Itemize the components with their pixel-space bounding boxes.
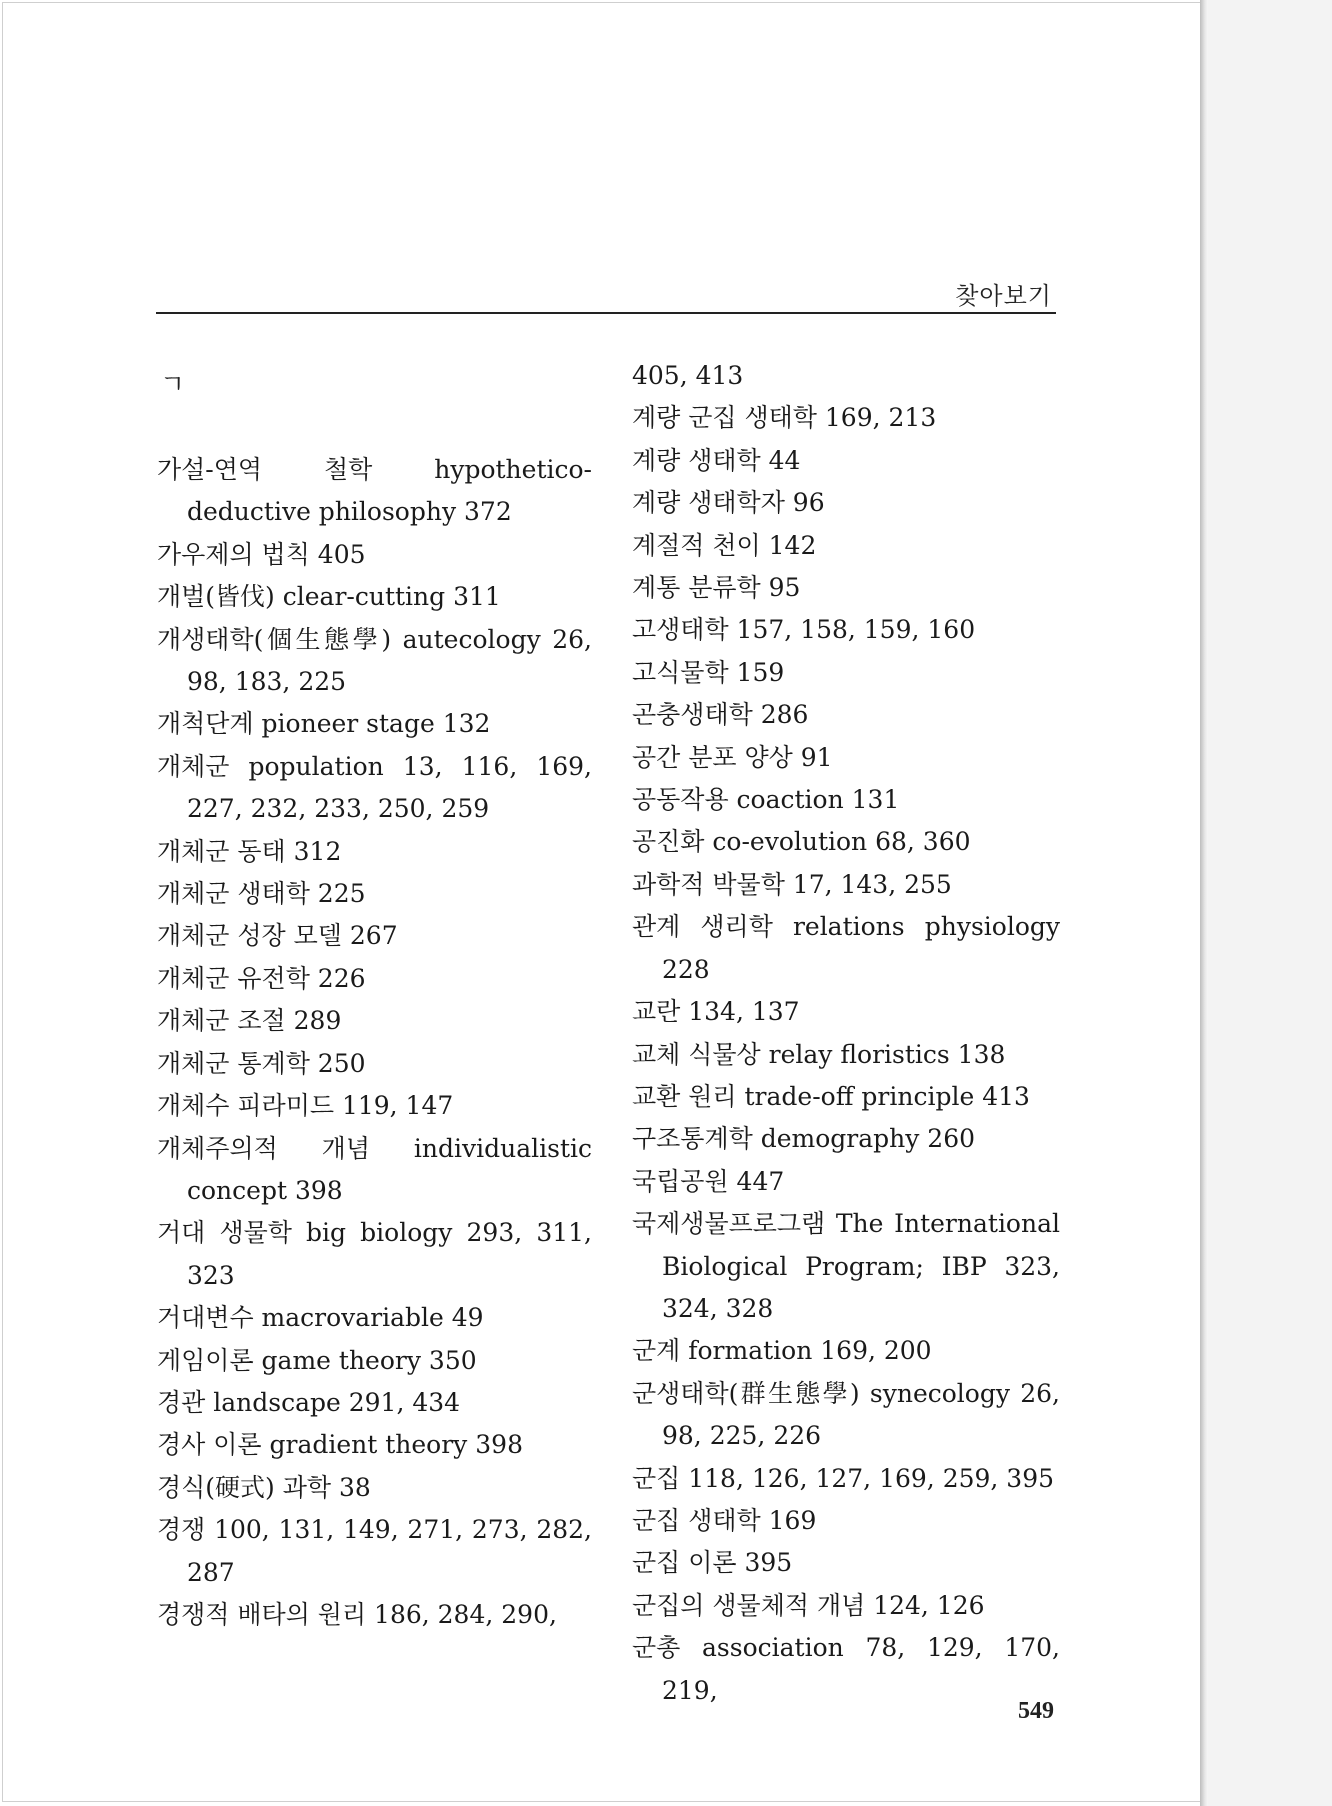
index-entry: 개체군 유전학 226: [157, 963, 366, 993]
index-entry: 과학적 박물학 17, 143, 255: [632, 869, 952, 899]
index-entry: 게임이론 game theory 350: [157, 1345, 477, 1375]
index-entry: 개체군 조절 289: [157, 1006, 342, 1036]
index-entry: 공간 분포 양상 91: [632, 742, 833, 772]
index-entry: 군총 association 78, 129, 170, 219,: [632, 1633, 1060, 1705]
index-entry: 계통 분류학 95: [632, 573, 801, 603]
index-entry: 교체 식물상 relay floristics 138: [632, 1039, 1006, 1069]
page-edge-shadow: [1200, 0, 1208, 1806]
index-entry: 교환 원리 trade-off principle 413: [632, 1081, 1030, 1111]
index-entry: 고식물학 159: [632, 657, 785, 687]
index-entry: 구조통계학 demography 260: [632, 1124, 976, 1154]
index-entry: 군생태학(群生態學) synecology 26, 98, 225, 226: [632, 1378, 1060, 1451]
index-entry: 개척단계 pioneer stage 132: [157, 709, 491, 739]
index-entry: 개생태학(個生態學) autecology 26, 98, 183, 225: [157, 624, 592, 697]
index-entry: 개체수 피라미드 119, 147: [157, 1091, 454, 1121]
index-entry: 국제생물프로그램 The International Biological Program; IBP 323, 324, 328: [632, 1209, 1060, 1323]
index-column-left: [157, 449, 592, 1636]
index-entry: 개체군 population 13, 116, 169, 227, 232, 233, 250, 259: [157, 751, 592, 824]
index-entry: 군집 생태학 169: [632, 1505, 817, 1535]
index-entry: 곤충생태학 286: [632, 700, 809, 730]
page-number: 549: [1018, 1698, 1054, 1724]
index-entry: 개체군 동태 312: [157, 836, 342, 866]
index-entry: 개체군 생태학 225: [157, 879, 366, 909]
index-entry: 계량 군집 생태학 169, 213: [632, 403, 937, 433]
index-entry: 거대 생물학 big biology 293, 311, 323: [157, 1218, 592, 1290]
index-entry: 경관 landscape 291, 434: [157, 1387, 461, 1417]
index-entry: 개벌(皆伐) clear-cutting 311: [157, 582, 501, 612]
index-entry: 가설-연역 철학 hypothetico-deductive philosophy 372: [157, 455, 592, 527]
index-entry: 계량 생태학 44: [632, 445, 801, 475]
running-header-title: 찾아보기: [955, 282, 1052, 310]
index-entry: 고생태학 157, 158, 159, 160: [632, 615, 976, 645]
index-entry: 군계 formation 169, 200: [632, 1336, 932, 1366]
index-entry: 군집 118, 126, 127, 169, 259, 395: [632, 1463, 1055, 1493]
index-entry: 공동작용 coaction 131: [632, 785, 900, 815]
index-entry: 가우제의 법칙 405: [157, 539, 366, 569]
header-rule: [156, 312, 1056, 314]
index-entry: 계량 생태학자 96: [632, 488, 825, 518]
index-entry: 교란 134, 137: [632, 997, 800, 1027]
index-entry: 계절적 천이 142: [632, 530, 817, 560]
index-entry: 경쟁적 배타의 원리 186, 284, 290,: [157, 1599, 557, 1629]
section-letter: ㄱ: [160, 370, 186, 400]
index-entry-continuation: 405, 413: [632, 361, 744, 390]
index-column-right: [632, 355, 1060, 1712]
index-entry: 경쟁 100, 131, 149, 271, 273, 282, 287: [157, 1515, 592, 1587]
index-entry: 국립공원 447: [632, 1166, 785, 1196]
scan-margin: [1208, 0, 1332, 1806]
index-entry: 군집 이론 395: [632, 1548, 793, 1578]
index-entry: 관계 생리학 relations physiology 228: [632, 912, 1060, 984]
index-entry: 개체주의적 개념 individualistic concept 398: [157, 1133, 592, 1205]
index-entry: 경사 이론 gradient theory 398: [157, 1430, 523, 1460]
index-entry: 경식(硬式) 과학 38: [157, 1472, 371, 1502]
index-entry: 거대변수 macrovariable 49: [157, 1303, 484, 1333]
index-entry: 군집의 생물체적 개념 124, 126: [632, 1590, 985, 1620]
index-entry: 개체군 성장 모델 267: [157, 921, 398, 951]
index-entry: 개체군 통계학 250: [157, 1048, 366, 1078]
index-entry: 공진화 co-evolution 68, 360: [632, 827, 971, 857]
